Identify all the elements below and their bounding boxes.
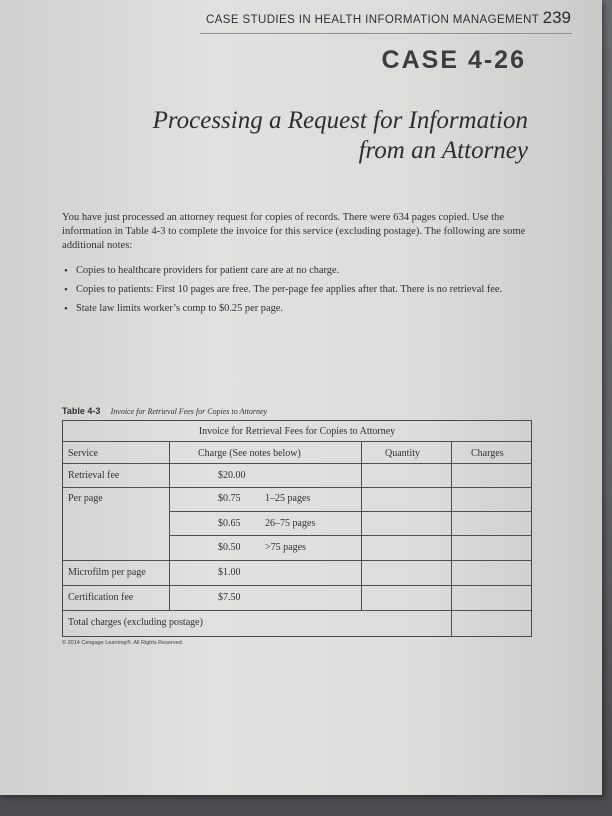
row-microfilm-service: Microfilm per page bbox=[68, 567, 146, 578]
note-text: Copies to patients: First 10 pages are free. The per-page fee applies after that. There is no retrieval fee. bbox=[76, 284, 503, 295]
row-retrieval-charge: $20.00 bbox=[218, 470, 246, 481]
notes-list bbox=[62, 264, 542, 321]
note-item bbox=[62, 264, 542, 278]
table-label: Table 4-3 bbox=[62, 406, 101, 416]
col-header-charge: Charge (See notes below) bbox=[198, 448, 301, 459]
row-microfilm-charge: $1.00 bbox=[218, 567, 241, 578]
note-text: State law limits worker’s comp to $0.25 per page. bbox=[76, 303, 284, 314]
bullet-icon: • bbox=[64, 265, 68, 277]
bullet-icon: • bbox=[64, 284, 68, 296]
table-caption-text: Invoice for Retrieval Fees for Copies to Attorney bbox=[110, 407, 268, 416]
col-header-service: Service bbox=[68, 448, 98, 459]
intro-paragraph: You have just processed an attorney request for copies of records. There were 634 pages copied. Use the information in Table 4-3 to complete the invoice for this service (excluding postage). The following are some additional notes: bbox=[62, 212, 526, 251]
tier-charge: $0.50 bbox=[218, 542, 241, 553]
row-certification-charge: $7.50 bbox=[218, 592, 241, 603]
tier-range: 26–75 pages bbox=[265, 518, 316, 529]
row-retrieval-service: Retrieval fee bbox=[68, 470, 120, 481]
row-total-service: Total charges (excluding postage) bbox=[68, 617, 203, 628]
col-header-charges: Charges bbox=[471, 448, 504, 459]
tier-charge: $0.65 bbox=[218, 518, 241, 529]
running-head: CASE STUDIES IN HEALTH INFORMATION MANAGEMENT bbox=[206, 14, 540, 26]
table-caption bbox=[62, 406, 267, 416]
col-header-quantity: Quantity bbox=[385, 448, 420, 459]
case-title bbox=[153, 106, 528, 166]
table-heading: Invoice for Retrieval Fees for Copies to Attorney bbox=[198, 426, 396, 437]
table-rule bbox=[63, 585, 531, 586]
tier-charge: $0.75 bbox=[218, 493, 241, 504]
table-rule bbox=[361, 441, 362, 610]
table-rule bbox=[169, 511, 531, 512]
header-rule bbox=[200, 33, 572, 34]
case-title-line-1: Processing a Request for Information bbox=[152, 107, 528, 134]
table-rule bbox=[451, 441, 452, 637]
table-rule bbox=[169, 535, 531, 536]
table-rule bbox=[63, 560, 531, 561]
table-rule bbox=[63, 441, 531, 442]
tier-range: 1–25 pages bbox=[265, 493, 311, 504]
page-number: 239 bbox=[542, 8, 571, 27]
tier-range: >75 pages bbox=[265, 542, 306, 553]
note-text: Copies to healthcare providers for patient care are at no charge. bbox=[76, 265, 340, 276]
table-rule bbox=[63, 487, 531, 488]
note-item bbox=[62, 302, 542, 316]
table-rule bbox=[169, 441, 170, 610]
note-item bbox=[62, 283, 542, 297]
row-certification-service: Certification fee bbox=[68, 592, 134, 603]
table-rule bbox=[63, 610, 531, 611]
case-number: CASE 4-26 bbox=[381, 46, 526, 74]
page-header bbox=[206, 8, 571, 32]
invoice-table bbox=[62, 420, 532, 637]
bullet-icon: • bbox=[64, 303, 68, 315]
case-title-line-2: from an Attorney bbox=[358, 137, 528, 164]
table-rule bbox=[63, 463, 531, 464]
copyright-notice: © 2014 Cengage Learning®. All Rights Reserved. bbox=[62, 640, 184, 646]
row-per-page-service: Per page bbox=[68, 493, 103, 504]
